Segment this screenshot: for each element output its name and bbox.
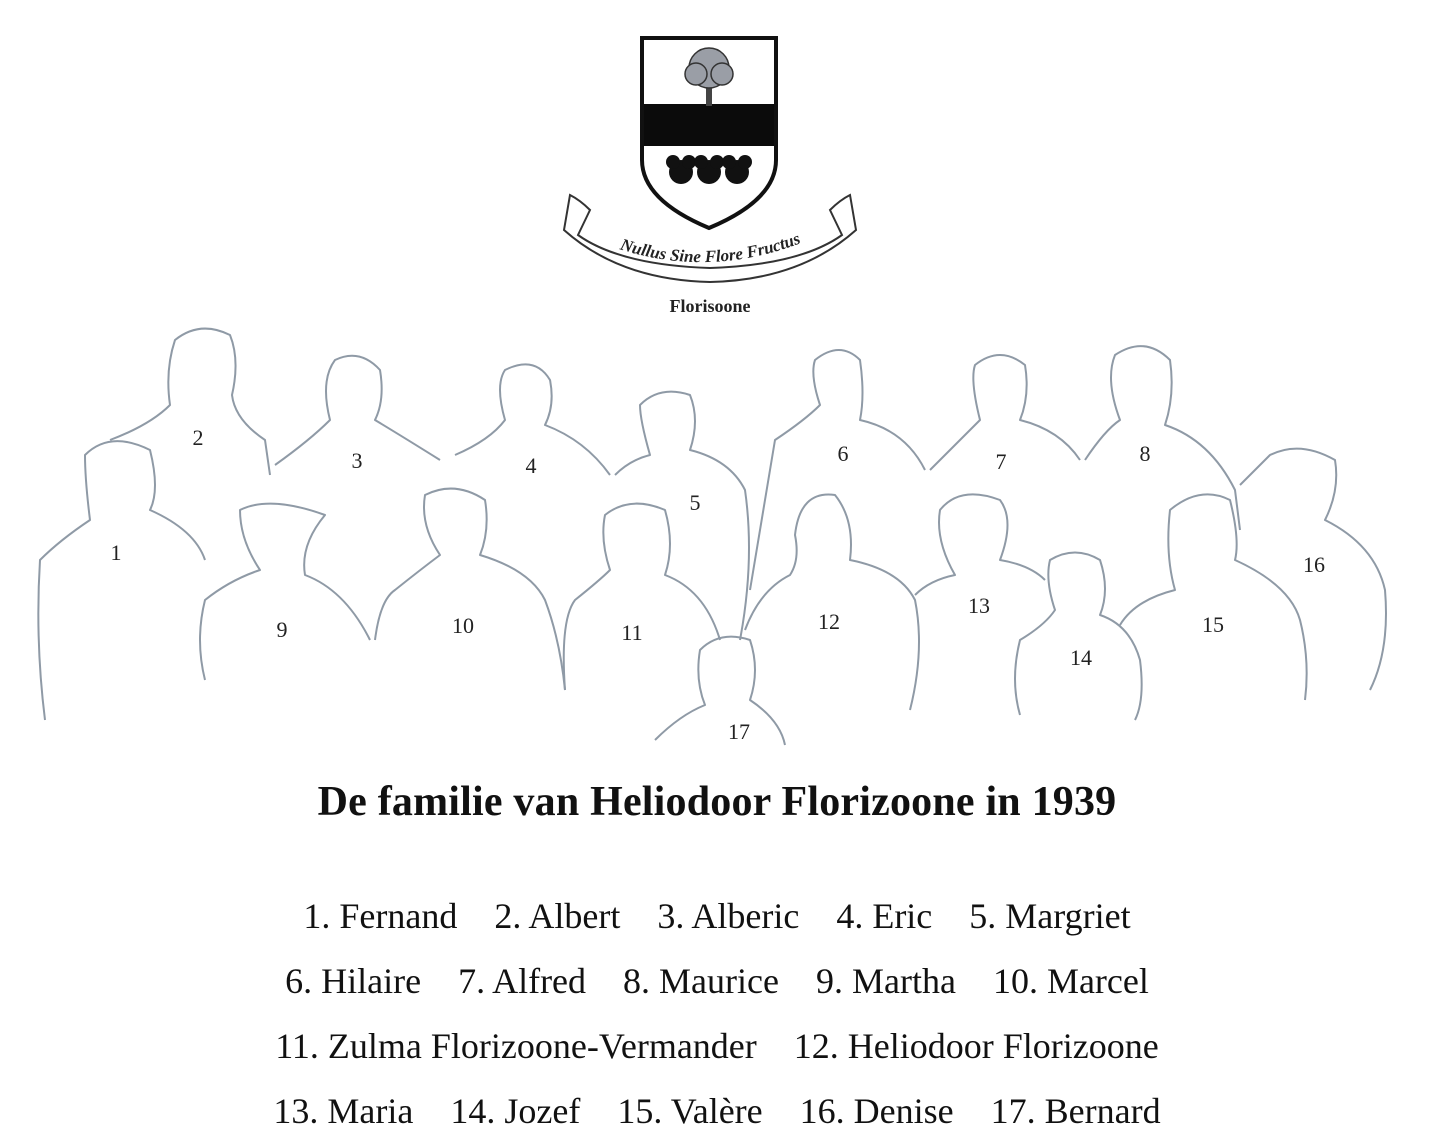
figure-number-10: 10 [452, 613, 474, 638]
legend-entry: 10. Marcel [992, 961, 1149, 1001]
legend-row-4 [0, 1090, 1434, 1132]
legend-entry: 12. Heliodoor Florizoone [793, 1026, 1159, 1066]
figure-number-3: 3 [351, 448, 363, 473]
legend-entry: 16. Denise [799, 1091, 954, 1131]
coat-of-arms [560, 30, 860, 330]
legend-entry: 7. Alfred [458, 961, 587, 1001]
figure-numbers [111, 425, 1326, 744]
legend-entry: 11. Zulma Florizoone-Vermander [275, 1026, 757, 1066]
legend-row-2 [0, 960, 1434, 1002]
figure-number-16: 16 [1303, 552, 1325, 577]
figure-number-6: 6 [837, 441, 849, 466]
legend-entry: 1. Fernand [303, 896, 458, 936]
legend-entry: 8. Maurice [623, 961, 779, 1001]
legend-entry: 9. Martha [815, 961, 956, 1001]
figure-number-15: 15 [1202, 612, 1224, 637]
figure-number-2: 2 [192, 425, 204, 450]
figure-number-7: 7 [995, 449, 1007, 474]
crest-family-name: Florisoone [669, 296, 751, 316]
legend-entry: 13. Maria [273, 1091, 414, 1131]
figure-number-11: 11 [621, 620, 643, 645]
silhouette-key [0, 310, 1434, 750]
figure-number-17: 17 [728, 719, 750, 744]
figure-number-4: 4 [525, 453, 537, 478]
legend-entry: 5. Margriet [969, 896, 1131, 936]
legend-entry: 15. Valère [617, 1091, 763, 1131]
figure-number-5: 5 [689, 490, 701, 515]
legend-entry: 6. Hilaire [285, 961, 422, 1001]
figure-number-14: 14 [1070, 645, 1092, 670]
legend-row-1 [0, 895, 1434, 937]
legend-entry: 17. Bernard [990, 1091, 1161, 1131]
figure-number-8: 8 [1139, 441, 1151, 466]
page-title: De familie van Heliodoor Florizoone in 1939 [317, 779, 1117, 825]
figure-outlines [38, 329, 1386, 745]
figure-number-12: 12 [818, 609, 840, 634]
figure-number-9: 9 [276, 617, 288, 642]
figure-number-13: 13 [968, 593, 990, 618]
legend-entry: 14. Jozef [450, 1091, 581, 1131]
legend-entry: 2. Albert [494, 896, 621, 936]
figure-number-1: 1 [110, 540, 122, 565]
legend-entry: 3. Alberic [657, 896, 800, 936]
legend-entry: 4. Eric [836, 896, 933, 936]
legend-row-3 [0, 1025, 1434, 1067]
motto-text: Nullus Sine Flore Fructus [618, 228, 803, 267]
